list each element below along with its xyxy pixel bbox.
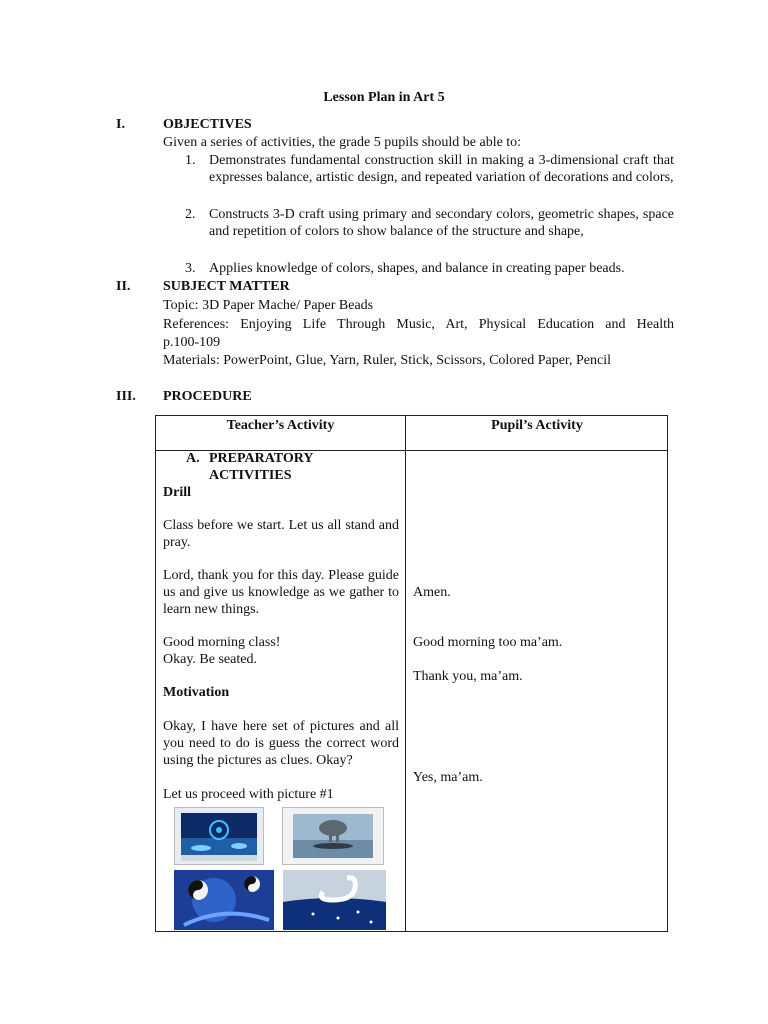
- page-title: Lesson Plan in Art 5: [323, 90, 445, 105]
- picture-clue-1: [174, 807, 264, 865]
- objectives-list: [185, 152, 674, 277]
- objective-number: 1.: [185, 153, 196, 168]
- subject-matter-heading: SUBJECT MATTER: [163, 279, 290, 294]
- teacher-prayer: Lord, thank you for this day. Please guide us and give us knowledge as we gather to learn new things.: [163, 568, 399, 617]
- preparatory-line-1: PREPARATORY: [209, 451, 314, 466]
- objective-text: Demonstrates fundamental construction skill in making a 3-dimensional craft that expresses balance, artistic design, and repeated variation of decorations and colors,: [209, 153, 674, 185]
- subject-matter-numeral: II.: [116, 279, 131, 294]
- pupil-yes: Yes, ma’am.: [413, 770, 483, 785]
- preparatory-letter: A.: [186, 451, 200, 466]
- procedure-heading: PROCEDURE: [163, 389, 252, 404]
- picture-clue-2: [282, 807, 384, 865]
- drill-heading: Drill: [163, 485, 191, 500]
- objective-text: Applies knowledge of colors, shapes, and balance in creating paper beads.: [209, 261, 625, 276]
- teacher-stand-pray: Class before we start. Let us all stand and pray.: [163, 518, 399, 550]
- table-column-divider: [405, 416, 406, 931]
- preparatory-line-2: ACTIVITIES: [209, 468, 292, 483]
- references-pages: p.100-109: [163, 335, 221, 350]
- objective-number: 2.: [185, 207, 196, 222]
- objectives-numeral: I.: [116, 117, 125, 132]
- objectives-intro: Given a series of activities, the grade 5 pupils should be able to:: [163, 135, 522, 150]
- objective-item: [185, 206, 674, 260]
- objective-item: [185, 152, 674, 206]
- teacher-proceed: Let us proceed with picture #1: [163, 787, 334, 802]
- picture-clue-2-image: [283, 808, 383, 864]
- references-line: References: Enjoying Life Through Music, Art, Physical Education and Health: [163, 317, 674, 332]
- picture-clue-3-image: [174, 870, 274, 930]
- picture-clue-1-image: [175, 808, 263, 864]
- teacher-activity-header: Teacher’s Activity: [226, 418, 335, 433]
- objective-number: 3.: [185, 261, 196, 276]
- materials-line: Materials: PowerPoint, Glue, Yarn, Ruler, Stick, Scissors, Colored Paper, Pencil: [163, 353, 612, 368]
- picture-clue-4-image: [283, 870, 386, 930]
- teacher-be-seated: Okay. Be seated.: [163, 652, 257, 667]
- pupil-thanks: Thank you, ma’am.: [413, 669, 523, 684]
- procedure-numeral: III.: [116, 389, 136, 404]
- topic-line: Topic: 3D Paper Mache/ Paper Beads: [163, 298, 374, 313]
- pupil-greeting: Good morning too ma’am.: [413, 635, 563, 650]
- procedure-table: [155, 415, 668, 932]
- picture-clue-4: [283, 870, 386, 930]
- pupil-amen: Amen.: [413, 585, 451, 600]
- pupil-activity-header: Pupil’s Activity: [491, 418, 583, 433]
- objective-text: Constructs 3-D craft using primary and secondary colors, geometric shapes, space and repetition of colors to show balance of the structure and shape,: [209, 207, 674, 239]
- teacher-pictures-instructions: Okay, I have here set of pictures and all you need to do is guess the correct word using the pictures as clues. Okay?: [163, 719, 399, 768]
- objectives-heading: OBJECTIVES: [163, 117, 252, 132]
- teacher-greeting: Good morning class!: [163, 635, 281, 650]
- picture-clue-3: [174, 870, 274, 930]
- objective-item: [185, 260, 674, 277]
- motivation-heading: Motivation: [163, 685, 230, 700]
